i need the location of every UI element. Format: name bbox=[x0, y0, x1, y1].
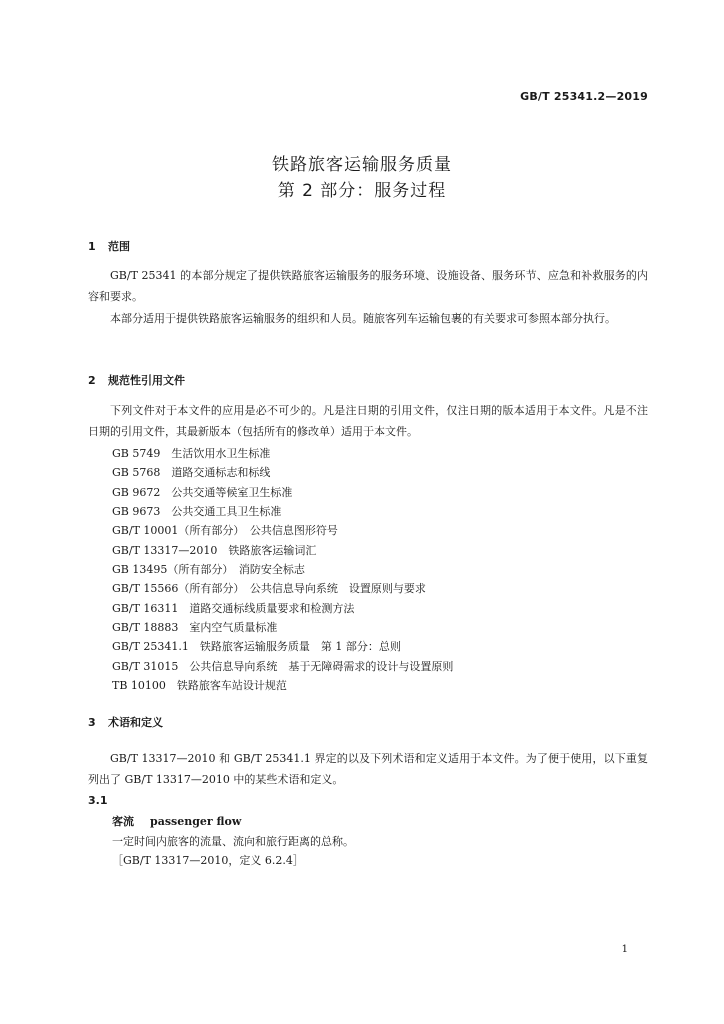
reference-item: GB 9672 公共交通等候室卫生标准 bbox=[112, 486, 293, 499]
section-2-paragraph-1: 下列文件对于本文件的应用是必不可少的。凡是注日期的引用文件，仅注日期的版本适用于本文件。凡是不注日期的引用文件，其最新版本（包括所有的修改单）适用于本文件。 bbox=[88, 404, 648, 438]
reference-item: GB 13495（所有部分） 消防安全标志 bbox=[112, 563, 305, 576]
reference-item: GB 9673 公共交通工具卫生标准 bbox=[112, 505, 282, 518]
section-2-heading bbox=[88, 372, 185, 388]
term-heading bbox=[112, 813, 241, 829]
section-3-paragraph-1: GB/T 13317—2010 和 GB/T 25341.1 界定的以及下列术语和定义适用于本文件。为了便于使用，以下重复列出了 GB/T 13317—2010 中的某些术语和定义。 bbox=[88, 752, 648, 786]
section-3-heading bbox=[88, 714, 163, 730]
reference-item: TB 10100 铁路旅客车站设计规范 bbox=[112, 679, 287, 692]
reference-item: GB/T 10001（所有部分） 公共信息图形符号 bbox=[112, 524, 338, 537]
reference-item: GB/T 13317—2010 铁路旅客运输词汇 bbox=[112, 544, 317, 557]
reference-item: GB/T 18883 室内空气质量标准 bbox=[112, 621, 278, 634]
standard-code: GB/T 25341.2—2019 bbox=[520, 90, 648, 103]
reference-item: GB/T 15566（所有部分） 公共信息导向系统 设置原则与要求 bbox=[112, 582, 426, 595]
term-definition: 一定时间内旅客的流量、流向和旅行距离的总称。 bbox=[112, 835, 354, 848]
term-source: ［GB/T 13317—2010，定义 6.2.4］ bbox=[112, 854, 304, 867]
section-title: 术语和定义 bbox=[108, 716, 163, 729]
section-title: 范围 bbox=[108, 240, 130, 253]
reference-item: GB 5749 生活饮用水卫生标准 bbox=[112, 447, 271, 460]
section-1-heading bbox=[88, 238, 130, 254]
term-number: 3.1 bbox=[88, 794, 108, 807]
document-title-line1: 铁路旅客运输服务质量 bbox=[272, 155, 452, 175]
term-chinese: 客流 bbox=[112, 815, 134, 828]
reference-item: GB 5768 道路交通标志和标线 bbox=[112, 466, 271, 479]
section-1-paragraph-2: 本部分适用于提供铁路旅客运输服务的组织和人员。随旅客列车运输包裹的有关要求可参照本部分执行。 bbox=[110, 312, 616, 325]
reference-item: GB/T 16311 道路交通标线质量要求和检测方法 bbox=[112, 602, 355, 615]
document-title-line2: 第 2 部分：服务过程 bbox=[277, 181, 447, 201]
section-1-paragraph-1: GB/T 25341 的本部分规定了提供铁路旅客运输服务的服务环境、设施设备、服务环节、应急和补救服务的内容和要求。 bbox=[88, 269, 648, 303]
reference-item: GB/T 31015 公共信息导向系统 基于无障碍需求的设计与设置原则 bbox=[112, 660, 454, 673]
section-number: 3 bbox=[88, 716, 96, 729]
reference-item: GB/T 25341.1 铁路旅客运输服务质量 第 1 部分：总则 bbox=[112, 640, 401, 653]
term-english: passenger flow bbox=[150, 815, 242, 828]
section-title: 规范性引用文件 bbox=[108, 374, 185, 387]
section-number: 1 bbox=[88, 240, 96, 253]
page-number: 1 bbox=[621, 944, 628, 955]
section-number: 2 bbox=[88, 374, 96, 387]
